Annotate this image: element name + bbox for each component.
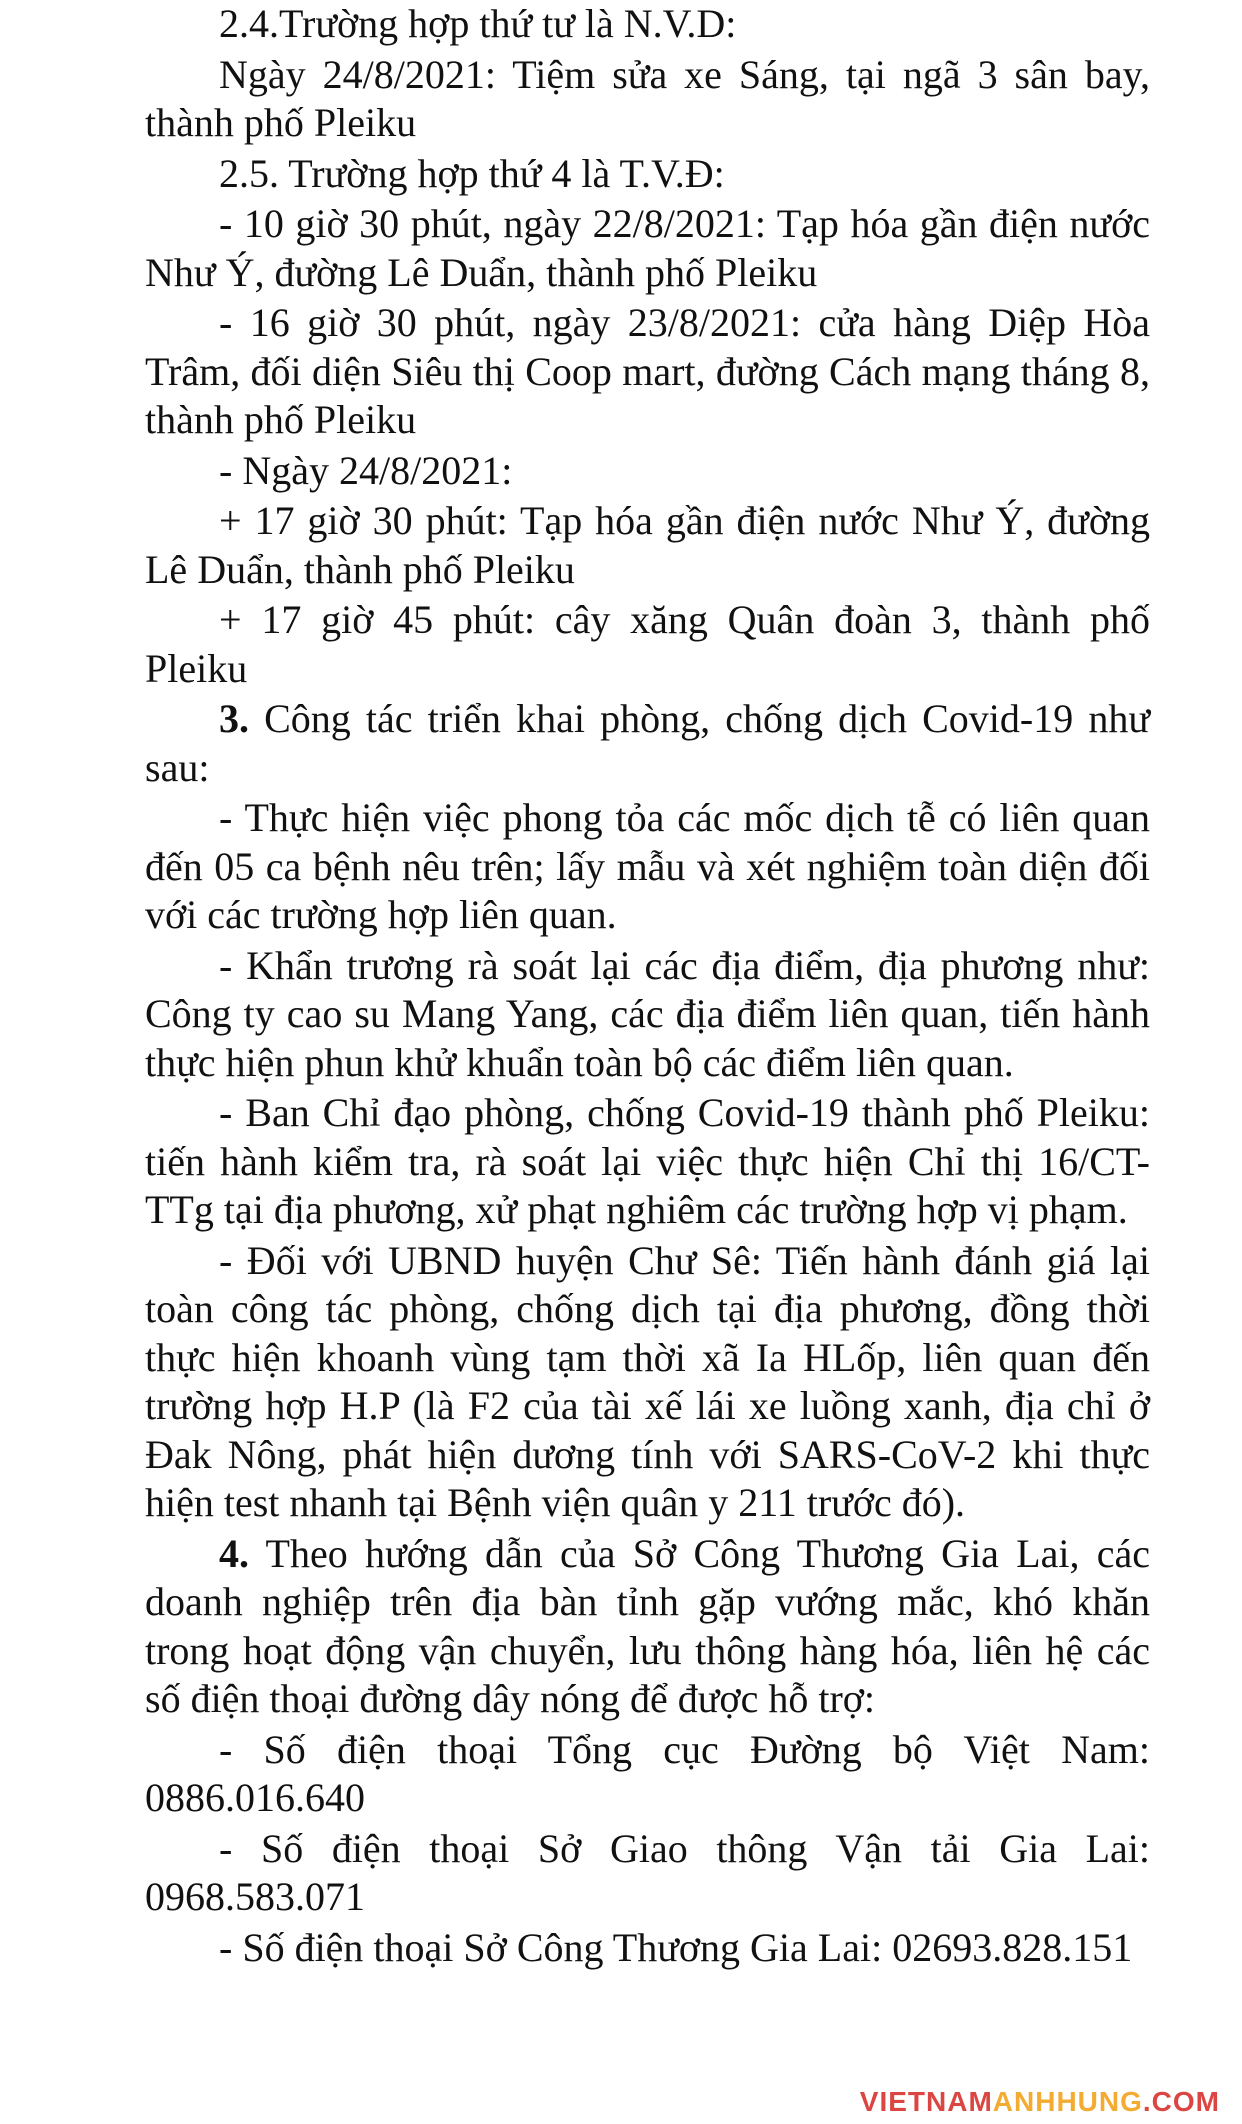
paragraph-2-5-item-3: - Ngày 24/8/2021: — [219, 447, 513, 493]
paragraph-2-5-heading: 2.5. Trường hợp thứ 4 là T.V.Đ: — [219, 150, 725, 196]
section-4-number: 4. — [219, 1530, 249, 1576]
document-page — [145, 0, 1150, 1974]
paragraph-2-5-subitem-1: + 17 giờ 30 phút: Tạp hóa gần điện nước Như Ý, đường Lê Duẩn, thành phố Pleiku — [145, 498, 1150, 592]
paragraph-phone-1: - Số điện thoại Tổng cục Đường bộ Việt Nam: 0886.016.640 — [145, 1726, 1150, 1820]
paragraph-section-3-item-2: - Khẩn trương rà soát lại các địa điểm, địa phương như: Công ty cao su Mang Yang, các địa điểm liên quan, tiến hành thực hiện phun khử khuẩn toàn bộ các điểm liên quan. — [145, 942, 1150, 1085]
paragraph-2-5-item-1: - 10 giờ 30 phút, ngày 22/8/2021: Tạp hóa gần điện nước Như Ý, đường Lê Duẩn, thành phố Pleiku — [145, 201, 1150, 295]
paragraph-phone-3: - Số điện thoại Sở Công Thương Gia Lai: 02693.828.151 — [219, 1924, 1133, 1970]
paragraph-2-4-detail: Ngày 24/8/2021: Tiệm sửa xe Sáng, tại ngã 3 sân bay, thành phố Pleiku — [145, 51, 1150, 145]
paragraph-2-5-item-2: - 16 giờ 30 phút, ngày 23/8/2021: cửa hàng Diệp Hòa Trâm, đối diện Siêu thị Coop mart, đường Cách mạng tháng 8, thành phố Pleiku — [145, 300, 1150, 442]
paragraph-section-3-item-3: - Ban Chỉ đạo phòng, chống Covid-19 thành phố Pleiku: tiến hành kiểm tra, rà soát lại việc thực hiện Chỉ thị 16/CT-TTg tại địa phương, xử phạt nghiêm các trường hợp vị phạm. — [145, 1090, 1150, 1232]
section-3-number: 3. — [219, 696, 249, 741]
paragraph-section-3-item-4: - Đối với UBND huyện Chư Sê: Tiến hành đánh giá lại toàn công tác phòng, chống dịch tại địa phương, đồng thời thực hiện khoanh vùng tạm thời xã Ia HLốp, liên quan đến trường hợp H.P (là F2 của tài xế lái xe luồng xanh, địa chỉ ở Đak Nông, phát hiện dương tính với SARS-CoV-2 khi thực hiện test nhanh tại Bệnh viện quân y 211 trước đó). — [145, 1237, 1150, 1525]
paragraph-section-3-item-1: - Thực hiện việc phong tỏa các mốc dịch tễ có liên quan đến 05 ca bệnh nêu trên; lấy mẫu và xét nghiệm toàn diện đối với các trường hợp liên quan. — [145, 795, 1150, 937]
paragraph-section-3-heading: 3. Công tác triển khai phòng, chống dịch Covid-19 như sau: — [145, 696, 1150, 790]
paragraph-2-5-subitem-2: + 17 giờ 45 phút: cây xăng Quân đoàn 3, thành phố Pleiku — [145, 597, 1150, 691]
site-watermark: VIETNAMANHHUNG.COM — [859, 2086, 1220, 2117]
paragraph-2-4-heading: 2.4.Trường hợp thứ tư là N.V.D: — [219, 1, 737, 46]
paragraph-section-4-heading: 4. Theo hướng dẫn của Sở Công Thương Gia Lai, các doanh nghiệp trên địa bàn tỉnh gặp vướng mắc, khó khăn trong hoạt động vận chuyển, lưu thông hàng hóa, liên hệ các số điện thoại đường dây nóng để được hỗ trợ: — [145, 1530, 1150, 1721]
paragraph-phone-2: - Số điện thoại Sở Giao thông Vận tải Gia Lai: 0968.583.071 — [145, 1825, 1150, 1919]
